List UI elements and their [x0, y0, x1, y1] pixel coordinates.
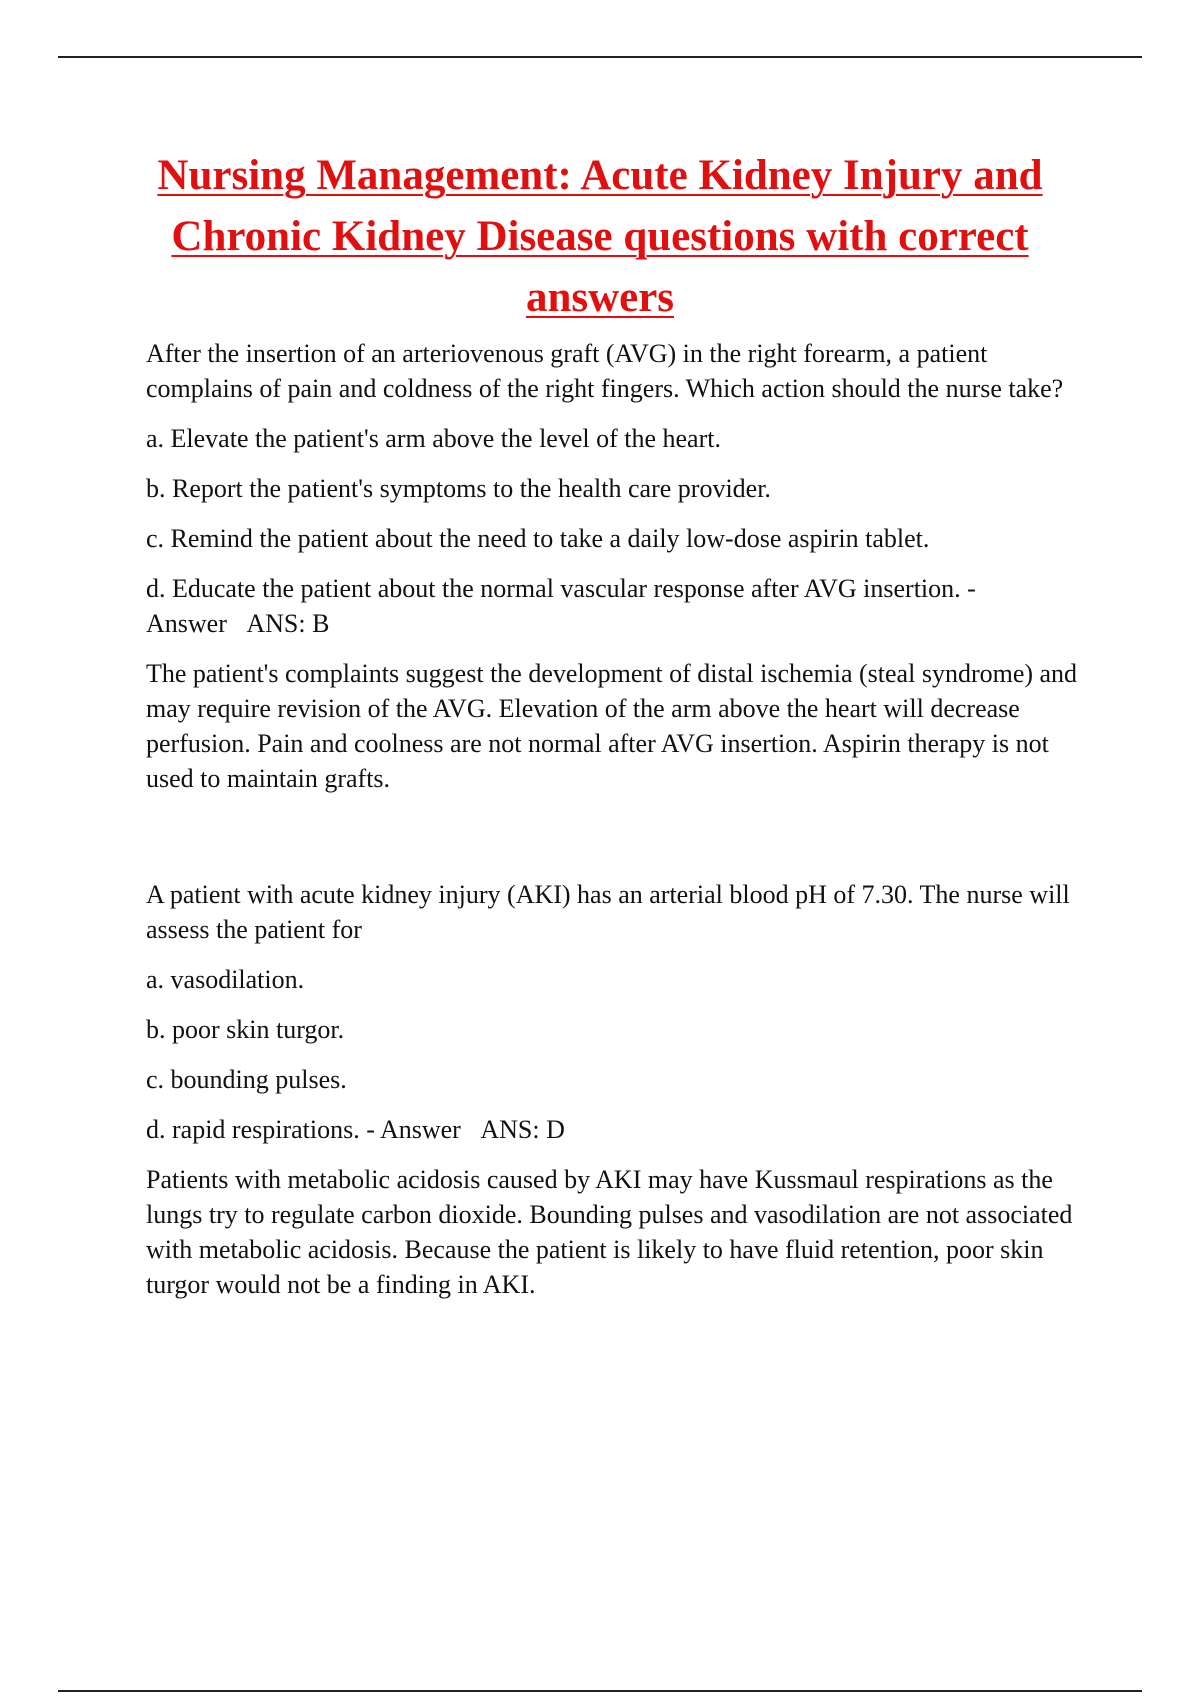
answer-key: ANS: B: [246, 609, 330, 638]
page-title: Nursing Management: Acute Kidney Injury and Chronic Kidney Disease questions with correct answers: [157, 152, 1043, 321]
question-2: [146, 877, 1086, 1302]
answer-option-text: d. Educate the patient about the normal vascular response after AVG insertion. - Answer: [146, 574, 976, 638]
answer-option: c. Remind the patient about the need to take a daily low-dose aspirin tablet.: [146, 524, 930, 553]
answer-option-with-key: [146, 571, 1086, 641]
answer-rationale: The patient's complaints suggest the development of distal ischemia (steal syndrome) and may require revision of the AVG. Elevation of the arm above the heart will decrease perfusion. Pain and coolness are not normal after AVG insertion. Aspirin therapy is not used to maintain grafts.: [146, 659, 1078, 793]
answer-key: ANS: D: [480, 1115, 565, 1144]
answer-rationale: Patients with metabolic acidosis caused by AKI may have Kussmaul respirations as the lungs try to regulate carbon dioxide. Bounding pulses and vasodilation are not associated with metabolic acidosis. Because the patient is likely to have fluid retention, poor skin turgor would not be a finding in AKI.: [146, 1165, 1073, 1299]
answer-option-text: d. rapid respirations. - Answer: [146, 1115, 461, 1144]
answer-option: a. Elevate the patient's arm above the level of the heart.: [146, 424, 721, 453]
bottom-divider: [58, 1690, 1142, 1692]
question-1: [146, 336, 1086, 796]
answer-option: b. Report the patient's symptoms to the health care provider.: [146, 474, 771, 503]
answer-option: c. bounding pulses.: [146, 1065, 347, 1094]
section-spacer: [146, 811, 1086, 877]
question-stem: A patient with acute kidney injury (AKI) has an arterial blood pH of 7.30. The nurse will assess the patient for: [146, 880, 1070, 944]
answer-option: b. poor skin turgor.: [146, 1015, 345, 1044]
answer-option: a. vasodilation.: [146, 965, 305, 994]
question-stem: After the insertion of an arteriovenous graft (AVG) in the right forearm, a patient complains of pain and coldness of the right fingers. Which action should the nurse take?: [146, 339, 1064, 403]
document-body: [146, 336, 1086, 1317]
top-divider: [58, 56, 1142, 58]
answer-option-with-key: [146, 1112, 1086, 1147]
